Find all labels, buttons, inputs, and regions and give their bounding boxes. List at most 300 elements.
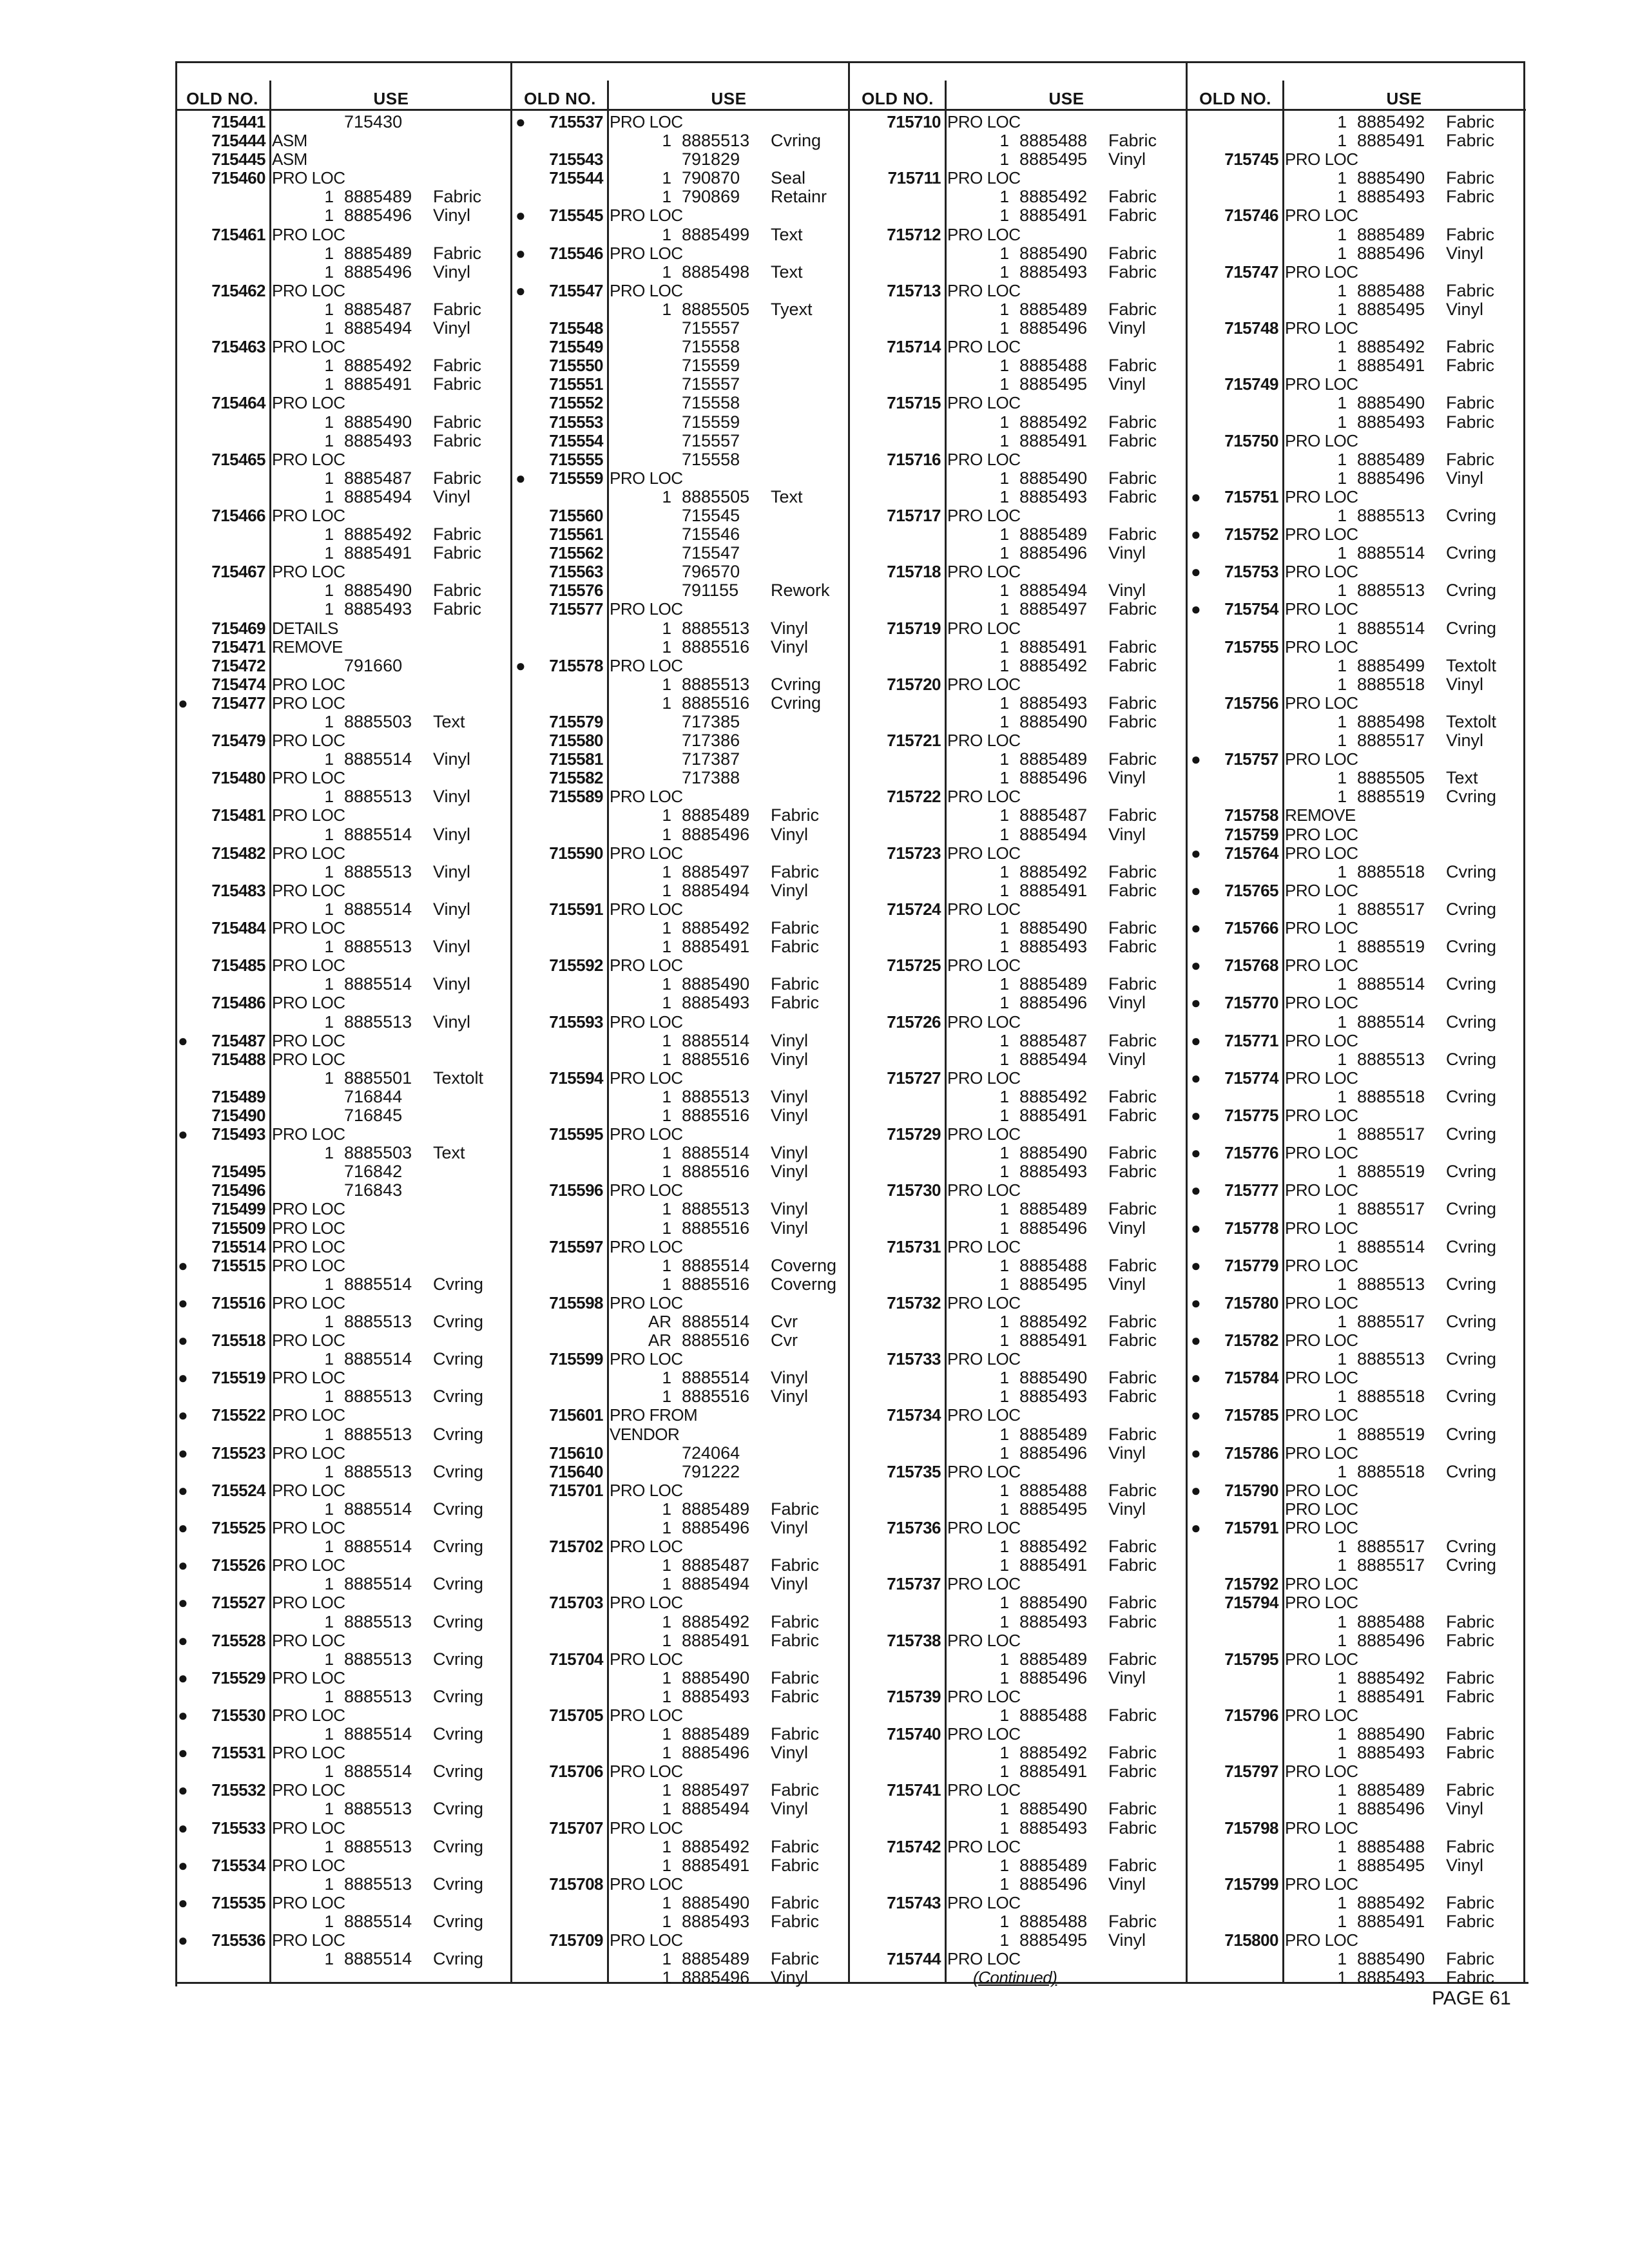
part-number: 790870 <box>682 168 740 188</box>
description: PRO LOC <box>947 1124 1021 1144</box>
quantity: 1 <box>999 1312 1009 1331</box>
quantity: 1 <box>1337 1424 1347 1444</box>
quantity: 1 <box>662 937 671 957</box>
table-row <box>175 919 513 937</box>
table-row <box>851 863 1188 881</box>
old-number: 715581 <box>549 749 603 769</box>
quantity: 1 <box>662 1836 671 1856</box>
bullet-marker: ● <box>178 1480 188 1500</box>
quantity: 1 <box>1337 1912 1347 1931</box>
description: PRO LOC <box>272 918 345 938</box>
part-type: Vinyl <box>771 1518 809 1538</box>
description: PRO LOC <box>272 1199 345 1219</box>
table-row <box>175 675 513 694</box>
part-number: 8885489 <box>1019 524 1088 544</box>
description: PRO LOC <box>610 1593 683 1613</box>
table-row <box>851 600 1188 619</box>
part-type: Fabric <box>1108 486 1157 506</box>
table-row <box>513 1650 851 1669</box>
description: PRO LOC <box>1285 843 1358 863</box>
old-number: 715709 <box>549 1930 603 1950</box>
part-number: 8885491 <box>1357 1686 1425 1706</box>
part-type: Cvring <box>433 1349 484 1369</box>
bullet-marker: ● <box>178 1555 188 1575</box>
old-number: 715536 <box>211 1930 265 1950</box>
table-row <box>1188 937 1526 956</box>
table-row <box>513 1931 851 1950</box>
part-type: Fabric <box>771 1892 820 1912</box>
use-header: USE <box>1048 89 1084 108</box>
table-row <box>851 338 1188 356</box>
bullet-marker: ● <box>1191 524 1201 544</box>
table-row <box>175 863 513 881</box>
old-number: 715593 <box>549 1012 603 1032</box>
old-number: 715599 <box>549 1349 603 1369</box>
table-row <box>175 413 513 432</box>
quantity: 1 <box>324 1912 334 1931</box>
part-number: 8885491 <box>1357 1912 1425 1931</box>
quantity: 1 <box>999 412 1009 432</box>
quantity: 1 <box>999 243 1009 263</box>
quantity: 1 <box>999 655 1009 675</box>
table-row <box>175 562 513 581</box>
table-row <box>175 1331 513 1350</box>
part-number: 8885505 <box>682 486 750 506</box>
table-row <box>175 694 513 713</box>
part-number: 8885513 <box>682 674 750 694</box>
quantity: 1 <box>999 1443 1009 1463</box>
part-type: Vinyl <box>1108 581 1146 601</box>
description: PRO LOC <box>272 993 345 1013</box>
part-number: 8885514 <box>344 1274 412 1294</box>
table-row <box>1188 975 1526 994</box>
old-number: 715799 <box>1224 1874 1278 1894</box>
part-number: 8885492 <box>682 1611 750 1631</box>
quantity: 1 <box>999 1255 1009 1275</box>
table-row <box>513 1800 851 1818</box>
table-row <box>175 187 513 206</box>
part-number: 791155 <box>682 581 739 601</box>
quantity: 1 <box>324 206 334 226</box>
table-row <box>513 525 851 544</box>
part-type: Fabric <box>1446 449 1495 469</box>
part-type: Fabric <box>771 1855 820 1875</box>
description: PRO LOC <box>610 468 683 488</box>
table-row <box>175 1256 513 1275</box>
part-number: 8885514 <box>344 1349 412 1369</box>
table-row <box>513 319 851 338</box>
table-row <box>513 356 851 375</box>
quantity: 1 <box>662 1162 671 1182</box>
quantity: 1 <box>662 1518 671 1538</box>
old-number: 715724 <box>887 899 941 919</box>
quantity: 1 <box>999 1274 1009 1294</box>
old-number: 715528 <box>211 1630 265 1650</box>
table-row <box>175 844 513 863</box>
table-row <box>851 1613 1188 1631</box>
table-row <box>175 1088 513 1106</box>
part-number: 8885514 <box>344 1537 412 1557</box>
quantity: 1 <box>999 1218 1009 1238</box>
part-type: Vinyl <box>771 824 809 844</box>
quantity: 1 <box>999 861 1009 881</box>
description: PRO LOC <box>1285 1255 1358 1275</box>
old-number: 715578 <box>549 655 603 675</box>
quantity: 1 <box>1337 543 1347 563</box>
description: PRO LOC <box>947 787 1021 807</box>
old-number: 715755 <box>1224 637 1278 657</box>
quantity: 1 <box>999 805 1009 825</box>
part-number: 8885489 <box>344 187 412 207</box>
quantity: 1 <box>1337 1012 1347 1032</box>
description: PRO LOC <box>272 805 345 825</box>
part-number: 724064 <box>682 1443 740 1463</box>
part-number: 8885513 <box>1357 1349 1425 1369</box>
quantity: 1 <box>1337 1236 1347 1256</box>
part-type: Fabric <box>1108 1649 1157 1669</box>
quantity: 1 <box>999 693 1009 713</box>
part-number: 8885495 <box>1357 1855 1425 1875</box>
description: PRO LOC <box>1285 1649 1358 1669</box>
old-number: 715745 <box>1224 149 1278 169</box>
bullet-marker: ● <box>1191 956 1201 975</box>
old-number: 715731 <box>887 1236 941 1256</box>
part-type: Fabric <box>771 1667 820 1687</box>
part-type: Fabric <box>433 543 482 563</box>
old-number: 715526 <box>211 1555 265 1575</box>
old-number: 715466 <box>211 505 265 525</box>
quantity: 1 <box>324 1387 334 1407</box>
part-number: 8885517 <box>1357 1199 1425 1219</box>
quantity: 1 <box>999 1030 1009 1050</box>
old-number: 715795 <box>1224 1649 1278 1669</box>
description: PRO LOC <box>947 1780 1021 1800</box>
bullet-marker: ● <box>1191 1518 1201 1538</box>
part-type: Vinyl <box>1108 1218 1146 1238</box>
quantity: 1 <box>999 187 1009 207</box>
table-row <box>513 1875 851 1894</box>
quantity: 1 <box>1337 974 1347 994</box>
table-row <box>851 469 1188 488</box>
part-number: 8885490 <box>1019 918 1088 938</box>
table-row <box>851 1069 1188 1088</box>
old-number: 715576 <box>549 581 603 601</box>
table-row <box>1188 544 1526 562</box>
part-type: Fabric <box>1108 1199 1157 1219</box>
old-number: 715601 <box>549 1405 603 1425</box>
table-row <box>851 1144 1188 1162</box>
old-number: 715780 <box>1224 1293 1278 1312</box>
quantity: 1 <box>1337 1968 1347 1988</box>
table-row <box>1188 432 1526 450</box>
old-number: 715776 <box>1224 1143 1278 1163</box>
old-number: 715462 <box>211 280 265 300</box>
table-row <box>175 131 513 150</box>
part-number: 8885492 <box>1019 1312 1088 1331</box>
part-type: Vinyl <box>1446 1799 1484 1819</box>
table-row <box>513 1219 851 1238</box>
table-row <box>851 1481 1188 1500</box>
table-row <box>175 900 513 919</box>
part-type: Vinyl <box>1108 149 1146 169</box>
table-row <box>513 1331 851 1350</box>
table-row <box>175 1875 513 1894</box>
quantity: 1 <box>1337 1949 1347 1969</box>
old-number: 715560 <box>549 505 603 525</box>
quantity: 1 <box>662 824 671 844</box>
part-type: Text <box>771 262 803 282</box>
quantity: 1 <box>1337 280 1347 300</box>
table-row <box>175 469 513 488</box>
description: PRO LOC <box>610 1068 683 1088</box>
table-row <box>513 1744 851 1762</box>
part-number: 8885489 <box>344 243 412 263</box>
table-row <box>1188 750 1526 769</box>
table-row <box>1188 1312 1526 1331</box>
old-number: 715479 <box>211 731 265 751</box>
bullet-marker: ● <box>178 1368 188 1388</box>
old-number: 715732 <box>887 1293 941 1312</box>
old-number: 715720 <box>887 674 941 694</box>
description: PRO LOC <box>1285 599 1358 619</box>
part-number: 8885499 <box>682 224 750 244</box>
description: PRO LOC <box>272 1743 345 1763</box>
table-row <box>1188 1931 1526 1950</box>
table-row <box>851 1800 1188 1818</box>
table-row <box>513 562 851 581</box>
part-type: Cvring <box>1446 937 1497 957</box>
part-type: Vinyl <box>1446 674 1484 694</box>
old-number: 715562 <box>549 543 603 563</box>
description: PRO LOC <box>610 1180 683 1200</box>
table-row <box>1188 1406 1526 1425</box>
quantity: 1 <box>662 1799 671 1819</box>
quantity: 1 <box>1337 505 1347 525</box>
quantity: 1 <box>662 1968 671 1988</box>
description: PRO LOC <box>947 224 1021 244</box>
table-row <box>175 525 513 544</box>
bullet-marker: ● <box>178 1331 188 1350</box>
part-type: Text <box>433 1143 465 1163</box>
table-row <box>513 1125 851 1144</box>
table-row <box>175 825 513 844</box>
table-row <box>513 1631 851 1650</box>
bullet-marker: ● <box>516 206 526 226</box>
part-type: Fabric <box>1108 749 1157 769</box>
table-row <box>513 1669 851 1687</box>
part-number: 8885492 <box>1019 861 1088 881</box>
quantity: 1 <box>1337 1667 1347 1687</box>
part-number: 8885491 <box>344 374 412 394</box>
quantity: 1 <box>324 1874 334 1894</box>
quantity: 1 <box>999 1499 1009 1519</box>
part-type: Fabric <box>771 918 820 938</box>
description: PRO LOC <box>610 1818 683 1838</box>
old-number: 715493 <box>211 1124 265 1144</box>
quantity: 1 <box>999 1555 1009 1575</box>
bullet-marker: ● <box>178 1293 188 1312</box>
table-row <box>851 1762 1188 1781</box>
old-number: 715779 <box>1224 1255 1278 1275</box>
table-row <box>851 787 1188 806</box>
description: PRO LOC <box>1285 1443 1358 1463</box>
table-row <box>175 1912 513 1931</box>
old-number: 715579 <box>549 712 603 731</box>
quantity: 1 <box>662 918 671 938</box>
part-type: Fabric <box>1446 131 1495 151</box>
table-row <box>1188 525 1526 544</box>
part-number: 8885494 <box>682 1799 750 1819</box>
table-row <box>513 881 851 900</box>
part-number: 8885489 <box>1019 1199 1088 1219</box>
quantity: 1 <box>1337 1086 1347 1106</box>
table-row <box>1188 206 1526 225</box>
part-type: Fabric <box>433 412 482 432</box>
quantity: 1 <box>999 749 1009 769</box>
part-number: 8885491 <box>1357 356 1425 376</box>
table-row <box>513 226 851 244</box>
part-number: 8885490 <box>1357 168 1425 188</box>
quantity: 1 <box>1337 1724 1347 1744</box>
column-header <box>851 81 1188 111</box>
description: PRO LOC <box>947 1574 1021 1594</box>
table-row <box>1188 131 1526 150</box>
table-row <box>851 1350 1188 1369</box>
part-number: 8885496 <box>682 1968 750 1988</box>
quantity: 1 <box>324 1611 334 1631</box>
table-row <box>851 657 1188 675</box>
bullet-marker: ● <box>178 693 188 713</box>
quantity: 1 <box>324 749 334 769</box>
quantity: 1 <box>1337 168 1347 188</box>
quantity: 1 <box>662 1686 671 1706</box>
quantity: 1 <box>1337 1162 1347 1182</box>
description: PRO LOC <box>610 1537 683 1557</box>
part-number: 8885488 <box>1019 1255 1088 1275</box>
quantity: 1 <box>662 637 671 657</box>
quantity: 1 <box>1337 1387 1347 1407</box>
part-type: Fabric <box>1108 206 1157 226</box>
table-row <box>513 1312 851 1331</box>
part-number: 8885489 <box>1019 749 1088 769</box>
description: PRO LOC <box>272 674 345 694</box>
table-row <box>1188 825 1526 844</box>
part-type: Vinyl <box>771 618 809 638</box>
bullet-marker: ● <box>178 1593 188 1613</box>
table-row <box>851 1575 1188 1593</box>
quantity: 1 <box>662 486 671 506</box>
part-number: 8885514 <box>1357 543 1425 563</box>
quantity: 1 <box>324 1274 334 1294</box>
quantity: 1 <box>662 1630 671 1650</box>
part-type: Cvring <box>1446 1312 1497 1331</box>
part-number: 8885516 <box>682 1049 750 1069</box>
table-row <box>851 713 1188 731</box>
part-number: 8885492 <box>1019 655 1088 675</box>
part-type: Fabric <box>1108 1086 1157 1106</box>
table-row <box>513 1725 851 1744</box>
quantity: 1 <box>662 618 671 638</box>
quantity: 1 <box>662 1611 671 1631</box>
table-row <box>1188 506 1526 525</box>
table-row <box>513 638 851 657</box>
quantity: 1 <box>999 1705 1009 1725</box>
table-row <box>1188 1950 1526 1968</box>
table-row <box>175 1144 513 1162</box>
table-row <box>851 1219 1188 1238</box>
description: PRO LOC <box>947 112 1021 131</box>
description: PRO LOC <box>272 1049 345 1069</box>
table-row <box>513 169 851 187</box>
old-number: 715477 <box>211 693 265 713</box>
part-number: 8885493 <box>682 1912 750 1931</box>
part-type: Fabric <box>433 243 482 263</box>
old-number: 715796 <box>1224 1705 1278 1725</box>
table-row <box>513 1032 851 1050</box>
quantity: 1 <box>999 1667 1009 1687</box>
bullet-marker: ● <box>1191 843 1201 863</box>
description: PRO LOC <box>272 1930 345 1950</box>
table-row <box>175 1894 513 1912</box>
bullet-marker: ● <box>178 1855 188 1875</box>
description: REMOVE <box>1285 805 1356 825</box>
part-type: Fabric <box>433 524 482 544</box>
part-number: 8885518 <box>1357 861 1425 881</box>
part-type: Textolt <box>1446 712 1497 731</box>
table-row <box>851 825 1188 844</box>
quantity: 1 <box>324 1461 334 1481</box>
bullet-marker: ● <box>516 468 526 488</box>
old-number: 715550 <box>549 356 603 376</box>
table-row <box>851 1387 1188 1406</box>
table-row <box>513 731 851 750</box>
table-row <box>1188 150 1526 169</box>
table-row <box>513 1425 851 1444</box>
table-row <box>513 1369 851 1387</box>
part-number: 8885513 <box>344 1012 412 1032</box>
part-number: 8885497 <box>682 1780 750 1800</box>
part-number: 8885492 <box>344 524 412 544</box>
part-type: Fabric <box>1108 1143 1157 1163</box>
part-number: 8885488 <box>1019 356 1088 376</box>
table-row <box>1188 113 1526 131</box>
part-number: 8885488 <box>1019 1912 1088 1931</box>
part-type: Vinyl <box>771 1049 809 1069</box>
part-type: Text <box>771 486 803 506</box>
description: PRO LOC <box>1285 1293 1358 1312</box>
table-row <box>513 1593 851 1612</box>
description: PRO LOC <box>1285 206 1358 226</box>
part-type: Cvring <box>1446 505 1497 525</box>
part-type: Fabric <box>771 1555 820 1575</box>
table-row <box>851 113 1188 131</box>
old-number: 715748 <box>1224 318 1278 338</box>
part-number: 8885513 <box>682 1199 750 1219</box>
table-row <box>851 150 1188 169</box>
quantity: 1 <box>1337 618 1347 638</box>
quantity: 1 <box>662 1105 671 1125</box>
table-row <box>851 1275 1188 1294</box>
part-number: 8885519 <box>1357 1424 1425 1444</box>
part-number: 8885495 <box>1019 1930 1088 1950</box>
table-row <box>513 994 851 1012</box>
part-number: 8885493 <box>1357 187 1425 207</box>
quantity: 1 <box>324 974 334 994</box>
part-type: Coverng <box>771 1255 837 1275</box>
quantity: 1 <box>999 1086 1009 1106</box>
part-number: 8885490 <box>1019 1799 1088 1819</box>
table-row <box>513 937 851 956</box>
